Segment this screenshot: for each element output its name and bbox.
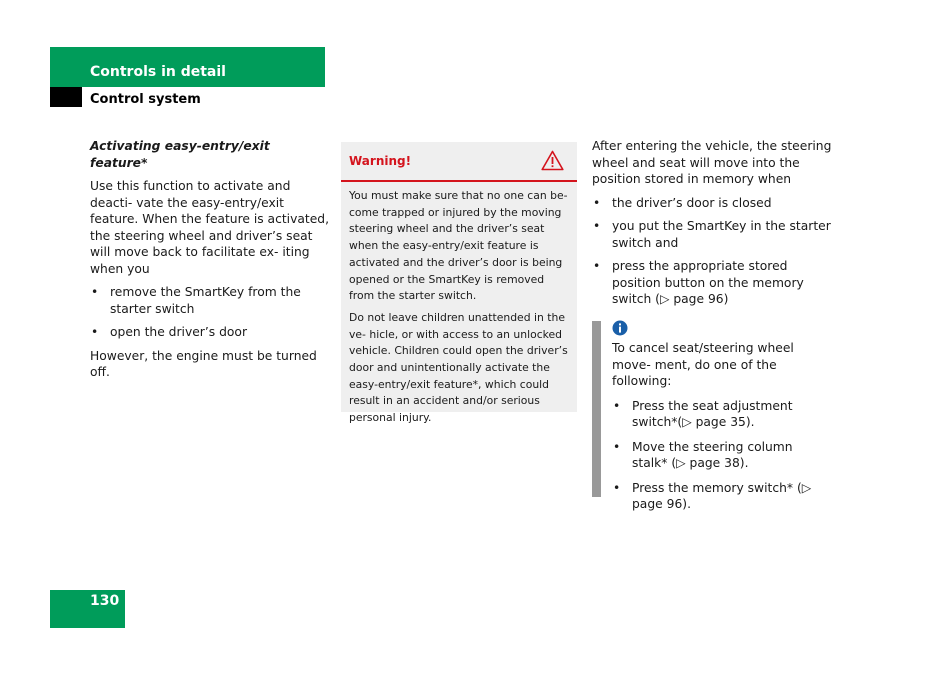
info-icon (612, 320, 628, 336)
chapter-title: Controls in detail (90, 64, 226, 80)
list-item: • the driver’s door is closed (592, 195, 832, 212)
warning-box (341, 142, 577, 425)
info-list (612, 398, 827, 513)
memory-conditions-list (592, 195, 832, 308)
feature-intro: Use this function to activate and deacti- vate the easy-entry/exit feature. When the feature is activated, the steering wheel and driver’s seat will move back to facilitate ex- iting when you (90, 179, 330, 276)
left-column (90, 138, 330, 388)
warning-header (341, 142, 577, 182)
info-sidebar (592, 321, 601, 497)
section-marker (50, 87, 82, 107)
list-item: • Move the steering column stalk* (▷ page 38). (612, 439, 827, 472)
list-item: • press the appropriate stored position button on the memory switch (▷ page 96) (592, 258, 832, 308)
warning-paragraph: Do not leave children unattended in the ve- hicle, or with access to an unlocked vehicle. Children could open the driver’s door and unintentionally activate the easy-entry/exit feature*, which could result in an accident and/or serious personal injury. (349, 310, 568, 425)
feature-closing: However, the engine must be turned off. (90, 348, 317, 379)
list-item: • remove the SmartKey from the starter switch (90, 284, 330, 317)
warning-triangle-icon (541, 150, 564, 171)
warning-paragraph: You must make sure that no one can be- come trapped or injured by the moving steering wheel and the driver’s seat when the easy-entry/exit feature is activated and the driver’s door is being opened or the SmartKey is removed from the starter switch. (349, 189, 568, 303)
feature-conditions-list (90, 284, 330, 341)
list-item: • you put the SmartKey in the starter switch and (592, 218, 832, 251)
info-box (612, 320, 827, 521)
page-number: 130 (90, 593, 120, 609)
list-item: • Press the memory switch* (▷ page 96). (612, 480, 827, 513)
list-item: • Press the seat adjustment switch*(▷ page 35). (612, 398, 827, 431)
warning-body (341, 182, 577, 427)
right-column (592, 138, 832, 315)
warning-title: Warning! (349, 154, 412, 168)
info-intro: To cancel seat/steering wheel move- ment, do one of the following: (612, 341, 794, 388)
list-item: • open the driver’s door (90, 324, 330, 341)
feature-heading: Activating easy-entry/exit feature* (90, 139, 270, 170)
memory-intro: After entering the vehicle, the steering wheel and seat will move into the position stored in memory when (592, 139, 832, 186)
section-title: Control system (90, 92, 201, 107)
